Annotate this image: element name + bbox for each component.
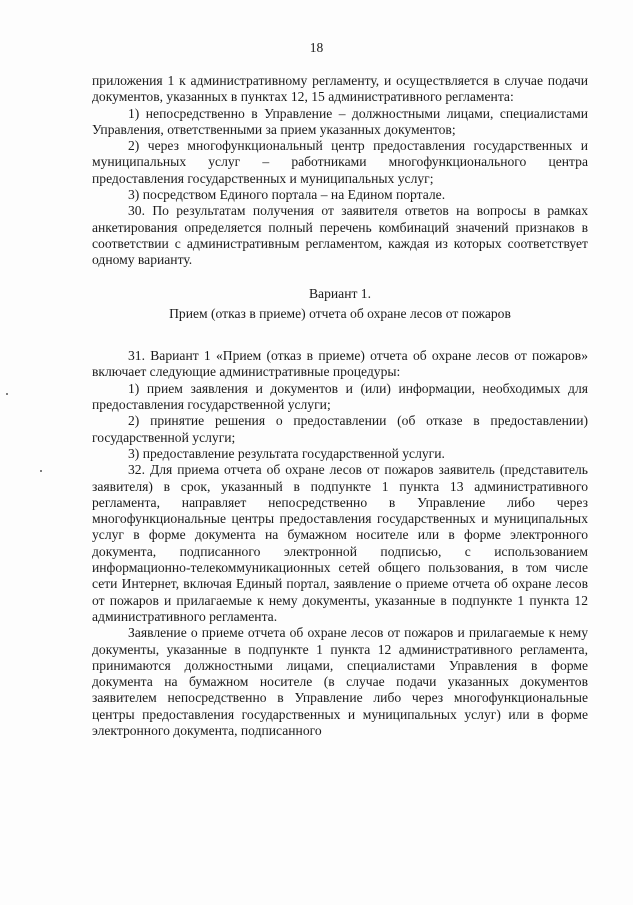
paragraph-application: Заявление о приеме отчета об охране лесов от пожаров и прилагаемые к нему документы, указанные в подпункте 1 пункта 12 административного регламента, принимаются должностными лицами, специалистами Управления в форме документа на бумажном носителе (в случае подачи указанных документов заявителем непосредственно в Управление либо через многофункциональные центры предоставления государственных и муниципальных услуг) или в форме электронного документа, подписанного	[92, 625, 588, 738]
paragraph-continuation: приложения 1 к административному регламенту, и осуществляется в случае подачи документов, указанных в пунктах 12, 15 административного регламента:	[92, 73, 588, 105]
list-item-2: 2) через многофункциональный центр предоставления государственных и муниципальных услуг – работниками многофункционального центра предоставления государственных и муниципальных услуг;	[92, 138, 588, 186]
paragraph-31: 31. Вариант 1 «Прием (отказ в приеме) отчета об охране лесов от пожаров» включает следующие административные процедуры:	[92, 348, 588, 380]
document-body	[92, 73, 588, 739]
list-item-3: 3) посредством Единого портала – на Едином портале.	[128, 187, 446, 203]
procedure-item-2: 2) принятие решения о предоставлении (об отказе в предоставлении) государственной услуги;	[92, 413, 588, 445]
paragraph-30: 30. По результатам получения от заявителя ответов на вопросы в рамках анкетирования определяется полный перечень комбинаций значений признаков в соответствии с административным регламентом, каждая из которых соответствует одному варианту.	[92, 203, 588, 268]
section-heading: Вариант 1.	[308, 285, 371, 301]
scan-speck	[6, 393, 8, 395]
procedure-item-3: 3) предоставление результата государственной услуги.	[128, 445, 445, 461]
scan-speck	[40, 470, 42, 472]
list-item-1: 1) непосредственно в Управление – должностными лицами, специалистами Управления, ответственными за прием указанных документов;	[92, 105, 588, 137]
paragraph-32: 32. Для приема отчета об охране лесов от пожаров заявитель (представитель заявителя) в срок, указанный в подпункте 1 пункта 13 административного регламента, направляет непосредственно в Управление либо через многофункциональные центры предоставления государственных и муниципальных услуг в форме документа на бумажном носителе или в форме электронного документа, подписанного электронной подписью, с использованием информационно-телекоммуникационных сетей общего пользования, в том числе сети Интернет, включая Единый портал, заявление о приеме отчета об охране лесов от пожаров и прилагаемые к нему документы, указанные в подпункте 1 пункта 12 административного регламента.	[92, 462, 588, 624]
procedure-item-1: 1) прием заявления и документов и (или) информации, необходимых для предоставления государственной услуги;	[92, 380, 588, 413]
section-subheading: Прием (отказ в приеме) отчета об охране лесов от пожаров	[169, 305, 511, 321]
page-number: 18	[309, 40, 324, 55]
